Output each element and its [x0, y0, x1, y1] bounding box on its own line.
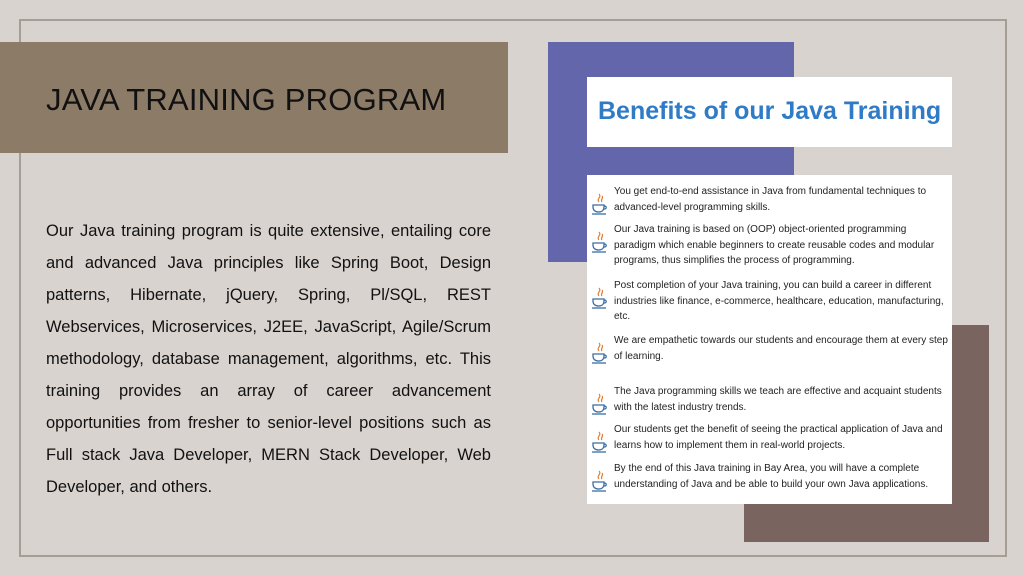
java-cup-icon	[591, 287, 609, 311]
java-cup-icon	[591, 393, 609, 417]
java-cup-icon	[591, 431, 609, 455]
benefits-heading-card	[587, 77, 952, 147]
java-cup-icon	[591, 231, 609, 255]
benefit-text: The Java programming skills we teach are effective and acquaint students with the latest industry trends.	[614, 386, 942, 413]
benefit-text: We are empathetic towards our students and encourage them at every step of learning.	[614, 335, 948, 362]
benefit-text: Our students get the benefit of seeing the practical application of Java and learns how to implement them in real-world projects.	[614, 424, 943, 451]
description-paragraph: Our Java training program is quite extensive, entailing core and advanced Java principles like Spring Boot, Design patterns, Hibernate, jQuery, Spring, Pl/SQL, REST Webservices, Microservices, J2EE, JavaScript, Agile/Scrum methodology, database management, algorithms, etc. This training provides an array of career advancement opportunities from fresher to senior-level positions such as Full stack Java Developer, MERN Stack Developer, Web Developer, and others.	[46, 222, 491, 496]
benefit-text: Post completion of your Java training, you can build a career in different industries like finance, e-commerce, healthcare, education, manufacturing, etc.	[614, 280, 944, 322]
benefits-heading: Benefits of our Java Training	[598, 97, 942, 125]
java-cup-icon	[591, 470, 609, 494]
benefit-text: You get end-to-end assistance in Java from fundamental techniques to advanced-level programming skills.	[614, 186, 927, 213]
benefits-list	[587, 175, 952, 504]
benefit-text: By the end of this Java training in Bay Area, you will have a complete understanding of Java and be able to build your own Java applications.	[614, 463, 929, 490]
slide-title: JAVA TRAINING PROGRAM	[46, 82, 447, 117]
java-cup-icon	[591, 193, 609, 217]
java-cup-icon	[591, 342, 609, 366]
benefit-text: Our Java training is based on (OOP) object-oriented programming paradigm which enable beginners to create reusable codes and modular programs, thus simplifies the process of programming.	[614, 224, 935, 266]
